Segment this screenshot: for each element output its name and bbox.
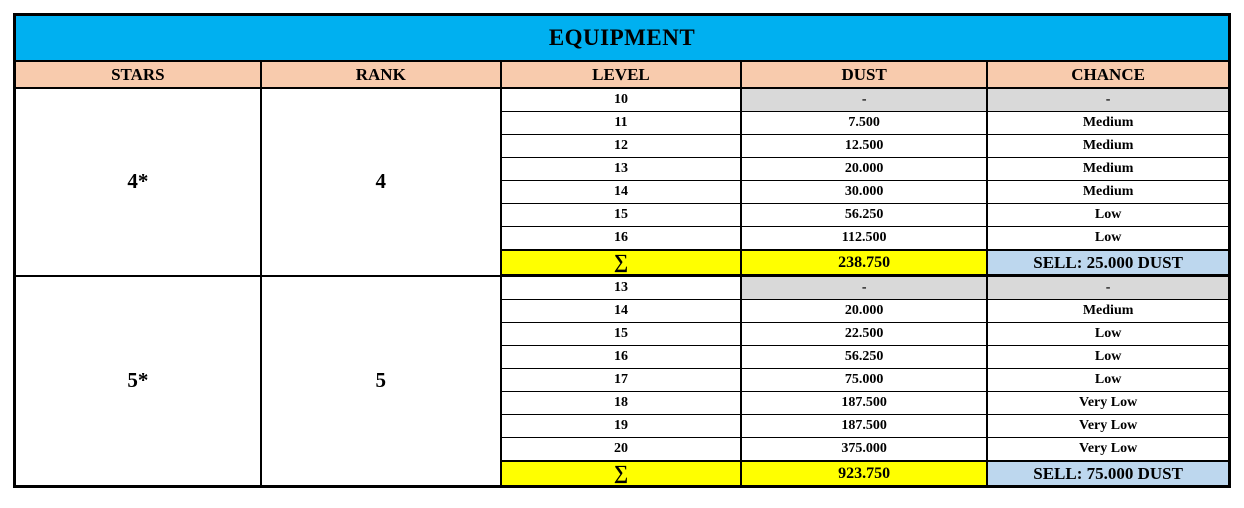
dust-cell: 56.250 bbox=[741, 204, 987, 227]
chance-cell: Low bbox=[987, 204, 1229, 227]
column-header-row bbox=[15, 61, 1230, 88]
level-cell: 10 bbox=[501, 88, 741, 112]
dust-cell: 20.000 bbox=[741, 300, 987, 323]
dust-cell: 187.500 bbox=[741, 415, 987, 438]
dust-cell: 112.500 bbox=[741, 227, 987, 251]
chance-cell: Very Low bbox=[987, 392, 1229, 415]
column-header-level: LEVEL bbox=[501, 61, 741, 88]
chance-cell: - bbox=[987, 276, 1229, 300]
level-cell: 13 bbox=[501, 158, 741, 181]
level-cell: 11 bbox=[501, 112, 741, 135]
chance-cell: Very Low bbox=[987, 415, 1229, 438]
chance-cell: Medium bbox=[987, 300, 1229, 323]
sigma-symbol: ∑ bbox=[501, 250, 741, 276]
sell-cell: SELL: 75.000 DUST bbox=[987, 461, 1229, 487]
chance-cell: Medium bbox=[987, 112, 1229, 135]
chance-cell: Low bbox=[987, 323, 1229, 346]
chance-cell: Low bbox=[987, 346, 1229, 369]
level-cell: 15 bbox=[501, 323, 741, 346]
level-cell: 14 bbox=[501, 300, 741, 323]
equipment-table bbox=[13, 13, 1231, 488]
level-cell: 15 bbox=[501, 204, 741, 227]
rank-cell: 5 bbox=[261, 276, 501, 487]
chance-cell: Medium bbox=[987, 181, 1229, 204]
chance-cell: Low bbox=[987, 227, 1229, 251]
level-cell: 17 bbox=[501, 369, 741, 392]
level-cell: 19 bbox=[501, 415, 741, 438]
sum-dust-cell: 238.750 bbox=[741, 250, 987, 276]
dust-cell: 375.000 bbox=[741, 438, 987, 462]
chance-cell: Medium bbox=[987, 135, 1229, 158]
sum-dust-cell: 923.750 bbox=[741, 461, 987, 487]
dust-cell: - bbox=[741, 88, 987, 112]
dust-cell: - bbox=[741, 276, 987, 300]
level-cell: 16 bbox=[501, 227, 741, 251]
equipment-table-container bbox=[13, 13, 1231, 488]
dust-cell: 30.000 bbox=[741, 181, 987, 204]
dust-cell: 75.000 bbox=[741, 369, 987, 392]
rank-cell: 4 bbox=[261, 88, 501, 276]
stars-cell: 5* bbox=[15, 276, 261, 487]
level-cell: 12 bbox=[501, 135, 741, 158]
dust-cell: 12.500 bbox=[741, 135, 987, 158]
sigma-symbol: ∑ bbox=[501, 461, 741, 487]
chance-cell: Medium bbox=[987, 158, 1229, 181]
level-cell: 20 bbox=[501, 438, 741, 462]
chance-cell: Low bbox=[987, 369, 1229, 392]
stars-cell: 4* bbox=[15, 88, 261, 276]
sell-cell: SELL: 25.000 DUST bbox=[987, 250, 1229, 276]
level-cell: 13 bbox=[501, 276, 741, 300]
level-cell: 14 bbox=[501, 181, 741, 204]
chance-cell: - bbox=[987, 88, 1229, 112]
table-title: EQUIPMENT bbox=[15, 15, 1230, 62]
level-cell: 18 bbox=[501, 392, 741, 415]
dust-cell: 22.500 bbox=[741, 323, 987, 346]
dust-cell: 187.500 bbox=[741, 392, 987, 415]
column-header-rank: RANK bbox=[261, 61, 501, 88]
column-header-dust: DUST bbox=[741, 61, 987, 88]
column-header-stars: STARS bbox=[15, 61, 261, 88]
column-header-chance: CHANCE bbox=[987, 61, 1229, 88]
chance-cell: Very Low bbox=[987, 438, 1229, 462]
level-cell: 16 bbox=[501, 346, 741, 369]
table-row bbox=[15, 88, 1230, 112]
table-row bbox=[15, 276, 1230, 300]
dust-cell: 56.250 bbox=[741, 346, 987, 369]
dust-cell: 20.000 bbox=[741, 158, 987, 181]
dust-cell: 7.500 bbox=[741, 112, 987, 135]
